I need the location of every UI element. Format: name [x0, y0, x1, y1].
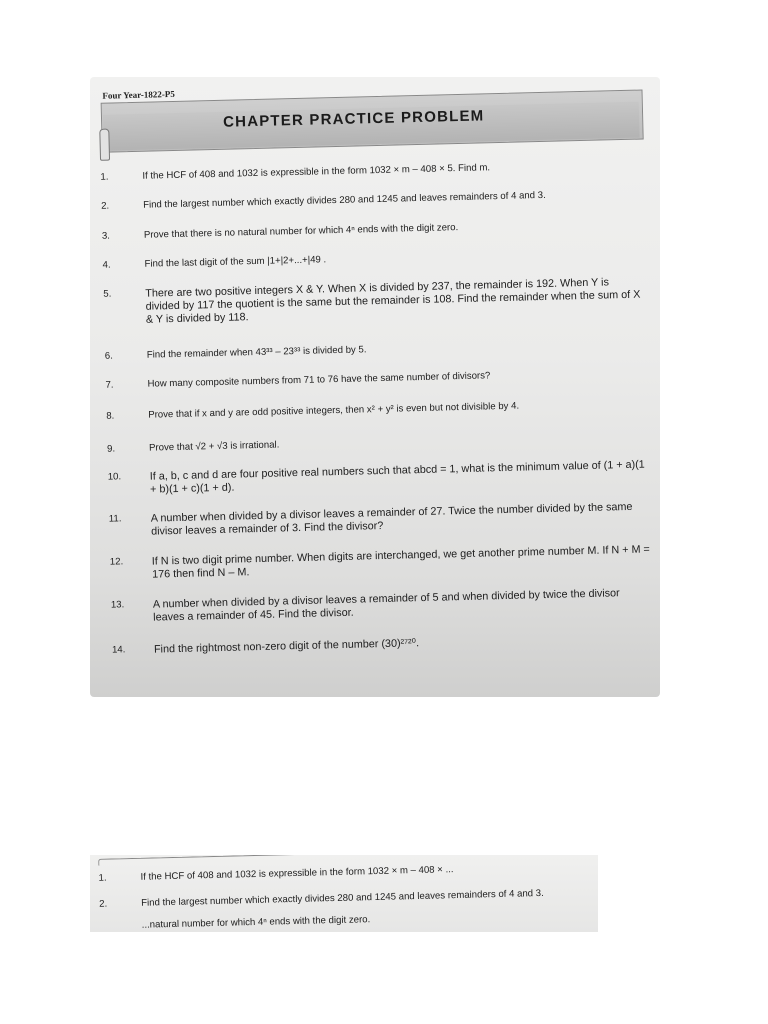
question-number — [100, 920, 130, 921]
question-text: Prove that if x and y are odd positive integers, then x² + y² is even but not divisible by 4. — [148, 400, 520, 421]
header-tag: Four Year-1822-P5 — [102, 88, 175, 101]
chapter-title: CHAPTER PRACTICE PROBLEM — [222, 107, 485, 131]
question-item — [104, 338, 645, 362]
question-item — [100, 159, 640, 183]
question-text: A number when divided by a divisor leaves a remainder of 27. Twice the number divided by the same divisor leaves a remainder of 3. Find the divisor? — [150, 500, 633, 538]
question-item — [101, 188, 641, 212]
question-number: 2. — [99, 898, 108, 910]
preview-item — [100, 908, 598, 931]
question-text: How many composite numbers from 71 to 76 have the same number of divisors? — [147, 370, 491, 390]
question-number: 8. — [106, 410, 115, 422]
question-item — [111, 631, 652, 656]
question-text: Prove that √2 + √3 is irrational. — [148, 439, 280, 454]
question-number: 2. — [101, 200, 110, 212]
question-number: 13. — [110, 599, 125, 611]
question-number: 7. — [105, 379, 114, 391]
question-text: If a, b, c and d are four positive real numbers such that abcd = 1, what is the minimum value of (1 + a)(1 + b)(1 + c)(1 + d). — [149, 458, 645, 496]
question-text: There are two positive integers X & Y. When X is divided by 237, the remainder is 192. When Y is divided by 117 the quotient is the same but the remainder is 108. Find the remainder when the sum of X & Y is divided by 118. — [145, 276, 641, 326]
question-text: If the HCF of 408 and 1032 is expressible in the form 1032 × m – 408 × 5. Find m. — [142, 162, 491, 182]
question-item — [102, 247, 642, 271]
question-text: Find the largest number which exactly divides 280 and 1245 and leaves remainders of 4 and 3. — [141, 887, 544, 909]
question-text: A number when divided by a divisor leaves a remainder of 5 and when divided by twice the divisor leaves a remainder of 45. Find the divisor. — [152, 587, 620, 624]
question-item — [101, 218, 642, 242]
question-item — [110, 586, 651, 624]
question-text: Find the remainder when 43³³ – 23³³ is divided by 5. — [146, 344, 367, 361]
worksheet-page — [90, 77, 660, 697]
preview-item — [99, 886, 598, 910]
question-item — [109, 543, 650, 581]
question-number: 11. — [108, 513, 122, 525]
question-item — [106, 398, 646, 422]
question-text: Find the last digit of the sum |1+|2+...+|49 . — [144, 254, 327, 270]
question-number: 14. — [111, 644, 126, 656]
worksheet-photo — [90, 77, 660, 697]
question-number: 5. — [103, 288, 112, 300]
question-text: Prove that there is no natural number for which 4ⁿ ends with the digit zero. — [143, 222, 459, 241]
question-number: 10. — [107, 471, 122, 483]
worksheet-photo-preview — [90, 855, 598, 932]
question-text: Find the rightmost non-zero digit of the number (30)²⁷²⁰. — [153, 637, 420, 656]
question-number: 6. — [104, 350, 113, 362]
question-text: ...natural number for which 4ⁿ ends with the digit zero. — [141, 914, 371, 931]
question-number: 4. — [102, 259, 111, 271]
question-number: 9. — [106, 443, 116, 455]
question-item — [106, 431, 647, 455]
worksheet-page-preview — [90, 855, 598, 932]
question-text: If N is two digit prime number. When digits are interchanged, we get another prime number M. If N + M = 176 then find N – M. — [151, 543, 650, 581]
question-number: 12. — [109, 556, 124, 568]
question-text: Find the largest number which exactly divides 280 and 1245 and leaves remainders of 4 and 3. — [143, 189, 546, 211]
question-number: 1. — [98, 872, 107, 884]
pin-icon — [99, 129, 110, 161]
question-item — [108, 500, 649, 538]
question-item — [103, 276, 643, 326]
question-number: 1. — [100, 171, 109, 183]
question-number: 3. — [101, 230, 111, 242]
question-item — [105, 367, 645, 391]
question-item — [107, 458, 648, 496]
question-text: If the HCF of 408 and 1032 is expressible in the form 1032 × m – 408 × ... — [140, 864, 454, 883]
